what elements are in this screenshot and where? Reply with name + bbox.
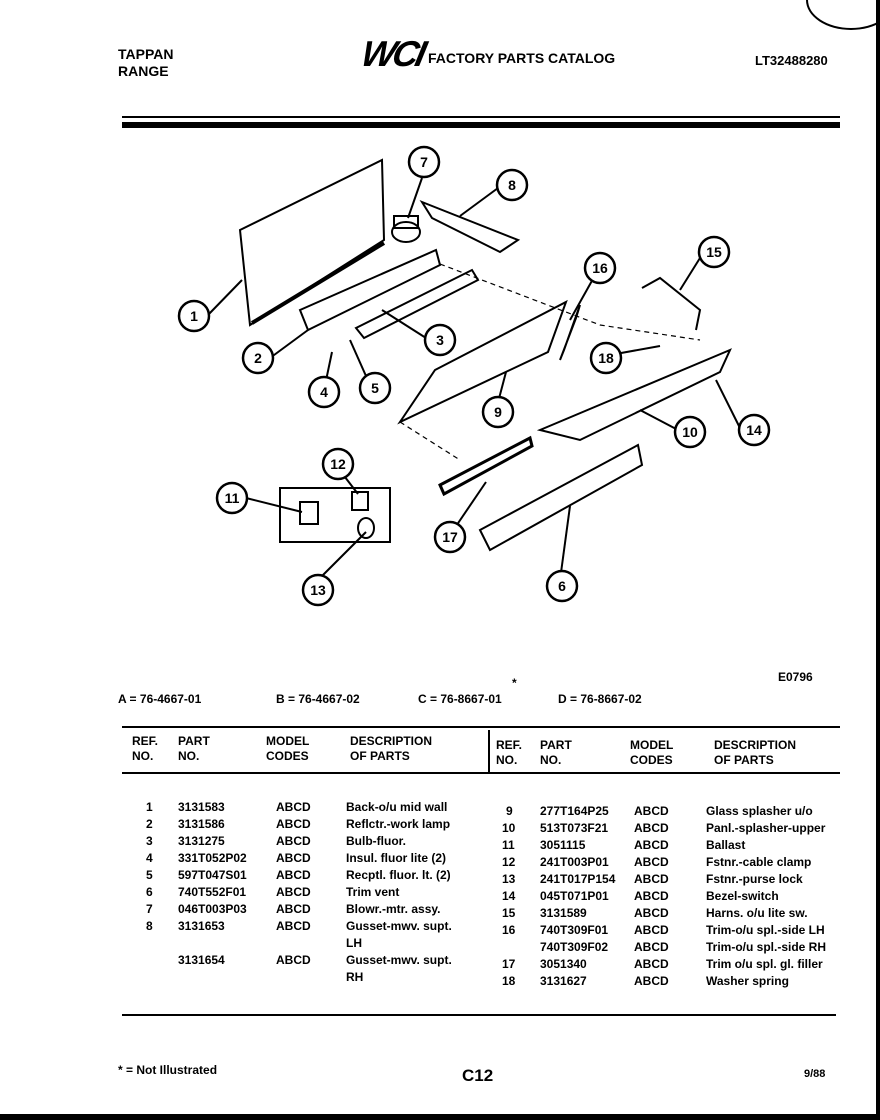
model-key-c: C = 76-8667-01 <box>418 692 502 706</box>
callout-7 <box>409 147 439 177</box>
page-number: C12 <box>462 1066 494 1085</box>
svg-text:12: 12 <box>330 456 346 472</box>
callout-15 <box>699 237 729 267</box>
col-head-ref-right: REF. NO. <box>496 738 523 767</box>
callout-17 <box>435 522 465 552</box>
callout-10 <box>675 417 705 447</box>
catalog-title: FACTORY PARTS CATALOG <box>428 50 616 66</box>
svg-text:2: 2 <box>254 350 262 366</box>
svg-text:6: 6 <box>558 578 566 594</box>
svg-text:14: 14 <box>746 422 762 438</box>
svg-text:15: 15 <box>706 244 722 260</box>
table-rule-top <box>122 726 840 728</box>
header-rule-thick <box>122 122 840 128</box>
asterisk-mark: * <box>512 676 517 690</box>
col-head-model-left: MODEL CODES <box>266 734 310 763</box>
callout-13 <box>303 575 333 605</box>
callout-16 <box>585 253 615 283</box>
part-blower <box>392 222 420 242</box>
model-key-a: A = 76-4667-01 <box>118 692 202 706</box>
callout-6 <box>547 571 577 601</box>
svg-text:1: 1 <box>190 308 198 324</box>
figure-code: E0796 <box>778 670 813 684</box>
model-key-d: D = 76-8667-02 <box>558 692 642 706</box>
brand-line-1: TAPPAN <box>118 46 174 62</box>
table-rule-header <box>122 772 840 774</box>
col-head-model-right: MODEL CODES <box>630 738 674 767</box>
callout-3 <box>425 325 455 355</box>
wci-logo: WCI <box>357 33 428 74</box>
brand-label <box>118 46 173 80</box>
callout-12 <box>323 449 353 479</box>
col-head-desc-right: DESCRIPTION OF PARTS <box>714 738 797 767</box>
col-head-part-right: PART NO. <box>540 738 572 767</box>
svg-text:11: 11 <box>224 490 240 506</box>
part-harness <box>642 278 700 330</box>
svg-text:7: 7 <box>420 154 428 170</box>
part-glass <box>400 302 566 422</box>
callout-18 <box>591 343 621 373</box>
svg-text:17: 17 <box>442 529 458 545</box>
table-rule-bottom <box>122 1014 836 1016</box>
col-head-ref-left: REF. NO. <box>132 734 159 763</box>
part-reflector <box>300 250 440 330</box>
callout-1 <box>179 301 209 331</box>
part-filler-trim <box>440 438 532 494</box>
svg-text:5: 5 <box>371 380 379 396</box>
part-bulb <box>356 270 478 338</box>
revision-date: 9/88 <box>804 1068 826 1080</box>
exploded-parts-diagram <box>160 140 840 620</box>
col-head-desc-left: DESCRIPTION OF PARTS <box>350 734 433 763</box>
svg-text:4: 4 <box>320 384 328 400</box>
corner-mark <box>806 0 880 30</box>
svg-text:9: 9 <box>494 404 502 420</box>
part-back-wall <box>240 160 384 325</box>
callout-11 <box>217 483 247 513</box>
svg-text:3: 3 <box>436 332 444 348</box>
catalog-number: LT32488280 <box>755 53 828 68</box>
callout-9 <box>483 397 513 427</box>
svg-text:18: 18 <box>598 350 614 366</box>
model-key-b: B = 76-4667-02 <box>276 692 360 706</box>
callout-5 <box>360 373 390 403</box>
svg-text:13: 13 <box>310 582 326 598</box>
svg-text:8: 8 <box>508 177 516 193</box>
footnote-not-illustrated: * = Not Illustrated <box>118 1063 218 1077</box>
col-head-part-left: PART NO. <box>178 734 210 763</box>
svg-text:16: 16 <box>592 260 608 276</box>
callout-2 <box>243 343 273 373</box>
brand-line-2: RANGE <box>118 63 169 79</box>
callout-8 <box>497 170 527 200</box>
header-rule-thin <box>122 116 840 118</box>
callout-4 <box>309 377 339 407</box>
svg-text:10: 10 <box>682 424 698 440</box>
table-column-divider <box>488 730 490 772</box>
callout-14 <box>739 415 769 445</box>
